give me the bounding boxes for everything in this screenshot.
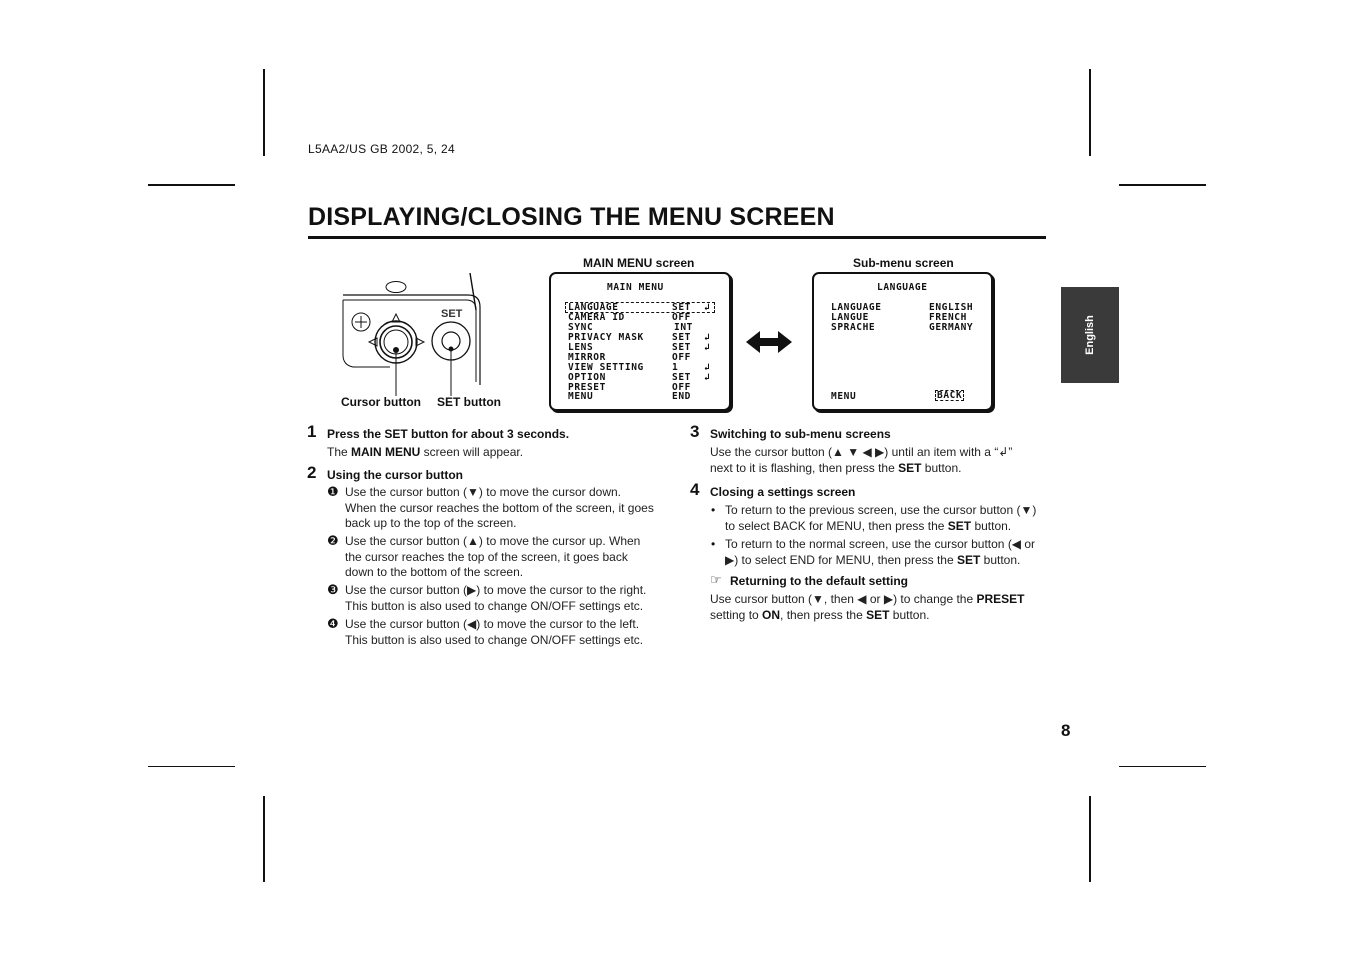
bullet-line-b: button. (980, 552, 1021, 567)
crop-mark (1119, 184, 1206, 186)
item-line: Use the cursor button (◀) to move the cursor to the left. (345, 617, 640, 631)
step-4-number: 4 (690, 480, 700, 499)
sub-menu-footer-label: MENU (831, 391, 857, 402)
enter-arrow-icon: ↲ (704, 362, 711, 373)
step-4-bullet-2 (725, 537, 1035, 568)
submenu-row (831, 322, 974, 333)
step-3-line-2-b: button. (921, 460, 962, 475)
sub-menu-screen (812, 272, 993, 411)
note-line-2-b: , then press the (780, 607, 867, 622)
step-1-text-bold: MAIN MENU (351, 445, 421, 459)
bullet-line-b: button. (971, 518, 1012, 533)
menu-row-value: SET (672, 332, 691, 343)
note-heading: Returning to the default setting (730, 574, 908, 588)
page-number: 8 (1061, 721, 1071, 740)
bullet-line-bold: SET (956, 552, 981, 567)
bullet-line: To return to the normal screen, use the cursor button (◀ or (725, 537, 1036, 551)
enter-arrow-icon: ↲ (704, 332, 711, 343)
double-arrow-icon (746, 330, 792, 354)
menu-row-label: CAMERA ID (568, 312, 625, 323)
language-tab-label: English (1084, 315, 1096, 355)
note-line-2 (710, 608, 1024, 624)
note-line-1 (710, 592, 1024, 608)
menu-row-value: SET (672, 372, 691, 383)
title-rule (308, 236, 1046, 239)
note-line-2-bold: ON (762, 607, 781, 622)
item-line: down to the bottom of the screen. (345, 565, 524, 579)
menu-row-value: END (672, 391, 691, 402)
step-1-text (327, 445, 523, 461)
camera-panel-illustration (340, 270, 510, 410)
crop-mark (1119, 766, 1206, 767)
menu-row-value: OFF (672, 352, 691, 363)
submenu-row-value: FRENCH (929, 312, 967, 323)
set-button-caption: SET button (437, 395, 501, 409)
step-3-line-2 (710, 461, 1012, 477)
crop-mark (1089, 796, 1091, 882)
menu-row-label: PRIVACY MASK (568, 332, 644, 343)
main-menu-screen (549, 272, 731, 411)
step-1-heading: Press the SET button for about 3 seconds. (327, 427, 570, 441)
menu-row-value: SET (672, 342, 691, 353)
menu-row-label: PRESET (568, 382, 606, 393)
submenu-row-value: ENGLISH (929, 302, 974, 313)
menu-row-label: SYNC (568, 322, 594, 333)
step-4-heading: Closing a settings screen (710, 485, 856, 499)
bullet-icon: • (711, 537, 716, 551)
bullet-line-a: ▶) to select END for MENU, then press the (725, 552, 957, 567)
submenu-row-label: LANGUAGE (831, 302, 882, 313)
bullet-line: To return to the previous screen, use the cursor button (▼) (725, 503, 1037, 517)
step-3-line-2-a: next to it is flashing, then press the (710, 460, 899, 475)
menu-row-label: OPTION (568, 372, 606, 383)
circled-number-icon: ❷ (327, 533, 339, 548)
sub-menu-footer-value: BACK (937, 390, 963, 401)
main-menu-title: MAIN MENU (607, 282, 664, 293)
bullet-icon: • (711, 503, 716, 517)
item-line: This button is also used to change ON/OFF settings etc. (345, 632, 644, 647)
crop-mark (1089, 69, 1091, 156)
menu-row-value: 1 (672, 362, 679, 373)
step-3-text (710, 445, 1012, 476)
item-line: back up to the top of the screen. (345, 516, 517, 530)
bullet-line (725, 553, 1035, 569)
step-3-heading: Switching to sub-menu screens (710, 427, 891, 441)
bullet-line-bold: SET (947, 518, 972, 533)
step-4-bullet-1 (725, 503, 1036, 534)
menu-row (568, 391, 691, 402)
crop-mark (148, 184, 235, 186)
set-button-label-on-panel: SET (441, 308, 463, 320)
sub-menu-list (831, 303, 981, 343)
note-line-2-a: setting to (710, 607, 763, 622)
menu-row-value: SET (672, 302, 691, 313)
menu-row-value: INT (674, 322, 693, 333)
item-line: the cursor reaches the top of the screen, it goes back (345, 549, 628, 564)
step-1-number: 1 (307, 422, 317, 441)
item-line: Use the cursor button (▼) to move the cursor down. (345, 485, 621, 499)
menu-row-label: VIEW SETTING (568, 362, 644, 373)
cursor-button-caption: Cursor button (341, 395, 421, 409)
step-2-number: 2 (307, 463, 317, 482)
step-1-text-a: The (327, 445, 352, 459)
step-3-line-2-bold: SET (898, 460, 922, 475)
submenu-row-label: LANGUE (831, 312, 869, 323)
submenu-row-label: SPRACHE (831, 322, 876, 333)
enter-arrow-icon: ↲ (704, 302, 711, 313)
item-line: Use the cursor button (▲) to move the cursor up. When (345, 534, 641, 548)
crop-mark (263, 796, 265, 882)
note-line-2-c: button. (889, 607, 930, 622)
bullet-line (725, 519, 1036, 535)
camera-buttons-diagram (340, 270, 510, 410)
menu-row-label: LANGUAGE (568, 302, 619, 313)
circled-number-icon: ❶ (327, 484, 339, 499)
sub-menu-title: LANGUAGE (877, 282, 928, 293)
step-2-item (345, 617, 643, 648)
menu-row-label: MENU (568, 391, 594, 402)
menu-row-value: OFF (672, 312, 691, 323)
step-2-item (345, 485, 654, 532)
menu-row-label: MIRROR (568, 352, 606, 363)
note-line-2-bold-2: SET (866, 607, 890, 622)
crop-mark (263, 69, 265, 156)
sub-menu-caption: Sub-menu screen (853, 256, 954, 270)
step-1-text-b: screen will appear. (420, 445, 524, 459)
note-line-1-bold: PRESET (976, 592, 1025, 606)
item-line: When the cursor reaches the bottom of the screen, it goes (345, 500, 654, 515)
main-menu-caption: MAIN MENU screen (583, 256, 695, 270)
item-line: Use the cursor button (▶) to move the cursor to the right. (345, 583, 647, 597)
main-menu-list (568, 303, 718, 403)
language-tab (1061, 287, 1119, 383)
step-3-number: 3 (690, 422, 700, 441)
item-line: This button is also used to change ON/OFF settings etc. (345, 598, 644, 613)
menu-row-value: OFF (672, 382, 691, 393)
pointing-hand-icon: ☞ (710, 572, 722, 587)
crop-mark (148, 766, 235, 767)
step-2-heading: Using the cursor button (327, 468, 463, 482)
circled-number-icon: ❸ (327, 582, 339, 597)
step-2-item (345, 583, 646, 614)
menu-row-label: LENS (568, 342, 594, 353)
page-title: DISPLAYING/CLOSING THE MENU SCREEN (308, 203, 835, 231)
step-2-item (345, 534, 640, 581)
enter-arrow-icon: ↲ (704, 342, 711, 353)
circled-number-icon: ❹ (327, 616, 339, 631)
step-3-line-1: Use the cursor button (▲ ▼ ◀ ▶) until an item with a “↲” (710, 445, 1013, 459)
note-line-1-a: Use cursor button (▼, then ◀ or ▶) to change the (710, 592, 977, 606)
submenu-row-value: GERMANY (929, 322, 974, 333)
note-text (710, 592, 1024, 623)
bullet-line-a: to select BACK for MENU, then press the (725, 518, 948, 533)
document-code: L5AA2/US GB 2002, 5, 24 (308, 142, 455, 156)
enter-arrow-icon: ↲ (704, 372, 711, 383)
